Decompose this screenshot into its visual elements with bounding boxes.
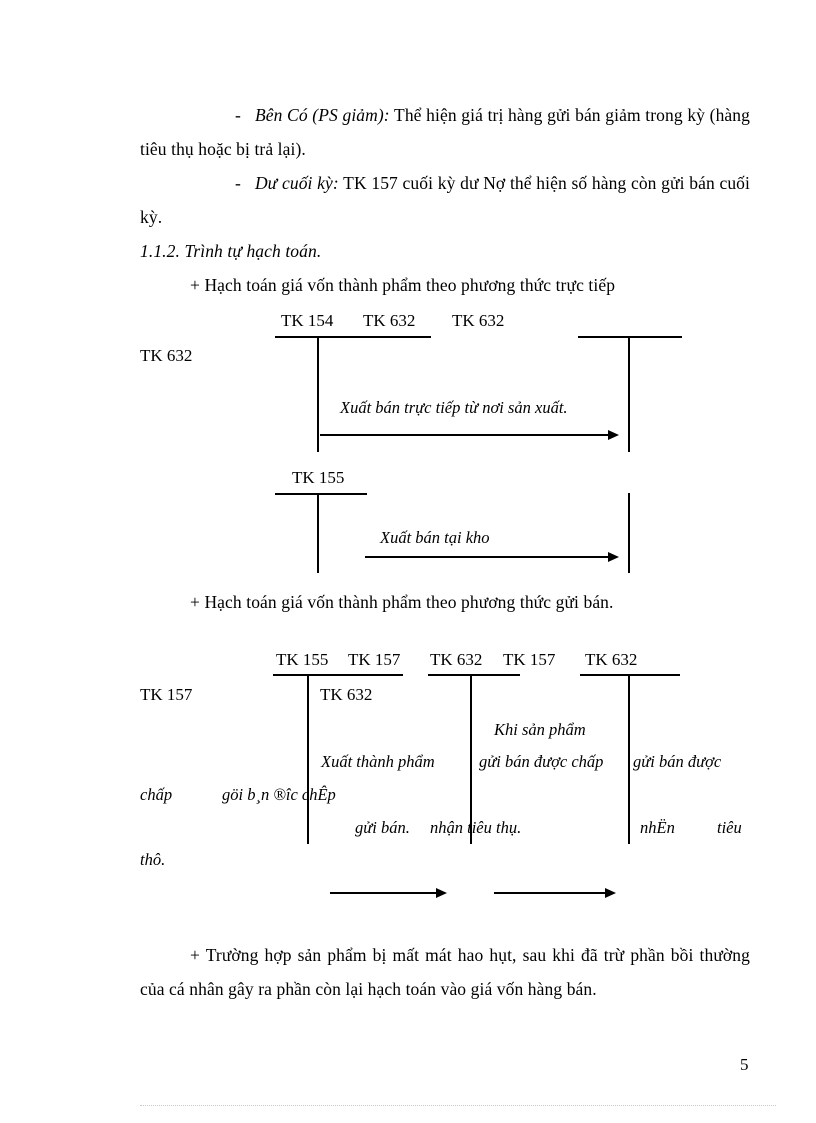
- arrow-3-head: [436, 888, 447, 898]
- caption2-nhan-garbled: nhËn: [640, 818, 675, 837]
- acct2-tk155: TK 155: [276, 650, 329, 669]
- tline2-3: [580, 674, 680, 676]
- acct2-tk632-b: TK 632: [585, 650, 638, 669]
- hach-toan-truc-tiep-text: + Hạch toán giá vốn thành phẩm theo phương thức trực tiếp: [190, 275, 616, 295]
- acct2-tk157-left: TK 157: [140, 685, 193, 704]
- caption2-nhan-tieu-thu: nhận tiêu thụ.: [430, 818, 522, 837]
- arrow-1-line: [320, 434, 609, 436]
- caption2-tho-garbled: thô.: [140, 850, 166, 869]
- caption2-tieu-garbled: tiêu: [717, 818, 742, 837]
- caption2-chap: chấp: [140, 785, 173, 804]
- paragraph-du-cuoi-ky: [140, 166, 750, 234]
- arrow-1-head: [608, 430, 619, 440]
- caption2-gui-ban-duoc: gửi bán được: [633, 752, 722, 771]
- dash-2: -: [235, 173, 241, 193]
- paragraph-hach-toan-gui-ban: [140, 585, 780, 619]
- truong-hop-text: + Trường hợp sản phẩm bị mất mát hao hụt, sau khi đã trừ phần bồi thường của cá nhân gây ra phần còn lại hạch toán vào giá vốn hàng bán.: [140, 945, 750, 999]
- caption-xuat-ban-truc-tiep: Xuất bán trực tiếp từ nơi sản xuất.: [340, 398, 568, 417]
- vstem2-1: [307, 674, 309, 844]
- acct-tk632-left: TK 632: [140, 346, 193, 365]
- tline-1: [275, 336, 431, 338]
- acct-tk155-row2: TK 155: [292, 468, 345, 487]
- page-number: 5: [740, 1055, 749, 1074]
- paragraph-truong-hop-mat-mat: [140, 938, 750, 1006]
- arrow-2-head: [608, 552, 619, 562]
- caption2-gui-ban: gửi bán.: [355, 818, 410, 837]
- ben-co-text: Thể hiện giá trị hàng gửi bán giảm trong kỳ (hàng tiêu thụ hoặc bị trả lại).: [140, 105, 750, 159]
- vstem2-3: [628, 674, 630, 844]
- paragraph-ben-co: [140, 98, 750, 166]
- arrow-4-head: [605, 888, 616, 898]
- vstem-2: [628, 336, 630, 452]
- caption2-gui-ban-duoc-chap: gửi bán được chấp: [479, 752, 604, 771]
- caption2-khi-san-pham: Khi sản phẩm: [494, 720, 586, 739]
- tline-3: [275, 493, 367, 495]
- dash-1: -: [235, 105, 241, 125]
- vstem-1: [317, 336, 319, 452]
- acct2-tk157: TK 157: [348, 650, 401, 669]
- ben-co-italic: Bên Có (PS giảm):: [254, 105, 390, 125]
- acct-tk632-topmid: TK 632: [363, 311, 416, 330]
- caption2-xuat-thanh-pham: Xuất thành phẩm: [321, 752, 435, 771]
- acct2-tk632-inner: TK 632: [320, 685, 373, 704]
- acct2-tk632: TK 632: [430, 650, 483, 669]
- acct-tk154-top: TK 154: [281, 311, 334, 330]
- caption-xuat-ban-tai-kho: Xuất bán tại kho: [380, 528, 490, 547]
- du-cuoi-ky-text: TK 157 cuối kỳ dư Nợ thể hiện số hàng còn gửi bán cuối kỳ.: [140, 173, 750, 227]
- arrow-4-line: [494, 892, 606, 894]
- tline-2: [578, 336, 682, 338]
- arrow-3-line: [330, 892, 437, 894]
- heading-trinh-tu-hach-toan: 1.1.2. Trình tự hạch toán.: [140, 241, 322, 261]
- tline2-1: [273, 674, 403, 676]
- acct-tk632-topright: TK 632: [452, 311, 505, 330]
- vstem-4: [628, 493, 630, 573]
- paragraph-hach-toan-truc-tiep: [140, 268, 780, 302]
- acct2-tk157-b: TK 157: [503, 650, 556, 669]
- hach-toan-gui-ban-text: + Hạch toán giá vốn thành phẩm theo phương thức gửi bán.: [190, 592, 614, 612]
- footer-divider: [140, 1105, 776, 1107]
- caption2-goi-ban-garbled: göi b¸n ®îc chÊp: [222, 785, 336, 804]
- arrow-2-line: [365, 556, 609, 558]
- vstem-3: [317, 493, 319, 573]
- tline2-2: [428, 674, 520, 676]
- du-cuoi-ky-italic: Dư cuối kỳ:: [254, 173, 339, 193]
